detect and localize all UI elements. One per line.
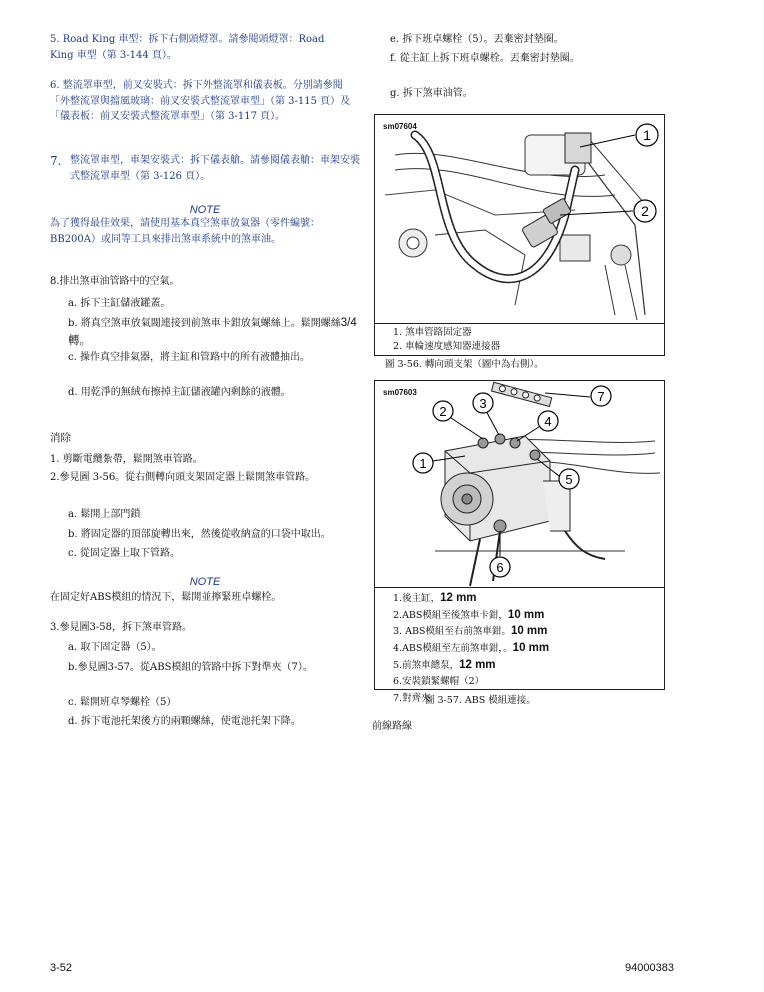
step-8b-text: b. 將真空煞車放氣閥連接到前煞車卡鉗放氣螺絲上。鬆開螺絲	[68, 318, 341, 329]
legend-item: 1.後主缸，12 mm	[393, 592, 477, 604]
step-5: 5. Road King 車型：拆下右側頭燈罩。請參閱頭燈罩：Road King 車型（第 3-144 頁）。	[50, 34, 325, 61]
remove-step-3: 3.參見圖3-58，拆下煞車管路。	[50, 622, 193, 633]
remove-step-3c: c. 鬆開班卓琴螺栓（5）	[68, 697, 177, 708]
note-2-text: 在固定好ABS模組的情況下，鬆開並擰緊班卓螺栓。	[50, 592, 282, 603]
legend-item: 3. ABS模組至右前煞車鉗。10 mm	[393, 625, 548, 638]
step-8b-value: 3/4轉。	[68, 317, 357, 347]
callout-1: 1	[419, 456, 427, 471]
step-8b	[68, 315, 368, 351]
callout-6: 6	[496, 560, 504, 575]
legend-item: 6.安裝鎖緊螺帽（2）	[393, 676, 485, 688]
legend-item: 7.對齊夾	[393, 693, 431, 705]
step-6: 6. 整流罩車型，前叉安裝式：拆下外整流罩和儀表板。分別請參閱「外整流罩與擋風玻璃：前叉安裝式整流罩車型」（第 3-115 頁）及「儀表板：前叉安裝式整流罩車型」（第 3-117 頁）。	[50, 80, 351, 122]
figure-3-57-legend	[375, 587, 664, 707]
step-e: e. 拆下班卓螺栓（5）。丟棄密封墊圈。	[390, 34, 564, 45]
figure-3-57-id: sm07603	[383, 388, 417, 397]
brake-line-bracket-illustration	[375, 115, 664, 323]
figure-3-56-id: sm07604	[383, 122, 417, 131]
note-1-title: NOTE	[189, 204, 221, 216]
remove-step-2: 2.參見圖 3-56。從右側轉向頭支架固定器上鬆開煞車管路。	[50, 472, 316, 483]
remove-step-2c: c. 從固定器上取下管路。	[68, 548, 180, 559]
legend-item: 4.ABS模組至左前煞車鉗，。10 mm	[393, 642, 550, 655]
page-number: 3-52	[50, 962, 73, 974]
callout-2: 2	[641, 203, 649, 219]
legend-item: 2. 車輪速度感知器連接器	[393, 340, 501, 352]
callout-7: 7	[597, 389, 605, 404]
remove-heading: 消除	[50, 432, 71, 444]
remove-step-3b: b.參見圖3-57。從ABS模組的管路中拆下對準夾（7）。	[68, 662, 313, 673]
note-2-title: NOTE	[189, 576, 221, 588]
callout-4: 4	[544, 414, 552, 429]
callout-5: 5	[565, 472, 573, 487]
figure-3-56	[374, 114, 665, 356]
callout-1: 1	[643, 127, 651, 143]
figure-3-56-legend	[375, 323, 664, 354]
legend-item: 5.前煞車總泵，12 mm	[393, 658, 496, 671]
note-1-text: 為了獲得最佳效果，請使用基本真空煞車放氣器（零件編號：BB200A）或同等工具來排出煞車系統中的煞車油。	[50, 218, 320, 245]
remove-step-2b: b. 將固定器的頂部旋轉出來，然後從收納盒的口袋中取出。	[68, 529, 331, 540]
step-8: 8.排出煞車油管路中的空氣。	[50, 276, 180, 287]
step-8d: d. 用乾淨的無絨布擦掉主缸儲液罐內剩餘的液體。	[68, 387, 291, 398]
legend-item: 2.ABS模組至後煞車卡鉗，10 mm	[393, 608, 545, 621]
callout-3: 3	[479, 396, 487, 411]
legend-item: 1. 煞車管路固定器	[393, 327, 472, 338]
remove-step-2a: a. 鬆開上部門鎖	[68, 509, 141, 520]
remove-step-3a: a. 取下固定器（5）。	[68, 642, 162, 653]
figure-3-57-caption: 圖 3-57. ABS 模組連接。	[425, 695, 536, 706]
callout-2: 2	[439, 404, 447, 419]
step-8a: a. 拆下主缸儲液罐蓋。	[68, 298, 171, 309]
remove-step-1: 1. 剪斷電纜紮帶，鬆開煞車管路。	[50, 454, 203, 465]
step-7: 整流罩車型，車架安裝式：拆下儀表艙。請參閱儀表艙：車架安裝式整流罩車型（第 3-126 頁）。	[70, 155, 360, 182]
figure-3-56-caption: 圖 3-56. 轉向頭支架（圖中為右側）。	[385, 359, 544, 370]
abs-module-illustration	[375, 381, 664, 587]
document-number: 94000383	[625, 962, 674, 974]
step-f: f. 從主缸上拆下班卓螺栓。丟棄密封墊圈。	[390, 53, 580, 64]
section-label: 前線路線	[372, 721, 412, 732]
step-8c: c. 操作真空排氣器，將主缸和管路中的所有液體抽出。	[68, 352, 310, 363]
remove-step-3d: d. 拆下電池托架後方的兩顆螺絲，使電池托架下降。	[68, 716, 301, 727]
step-7-number: 7.	[50, 154, 62, 168]
step-g: g. 拆下煞車油管。	[390, 88, 473, 99]
